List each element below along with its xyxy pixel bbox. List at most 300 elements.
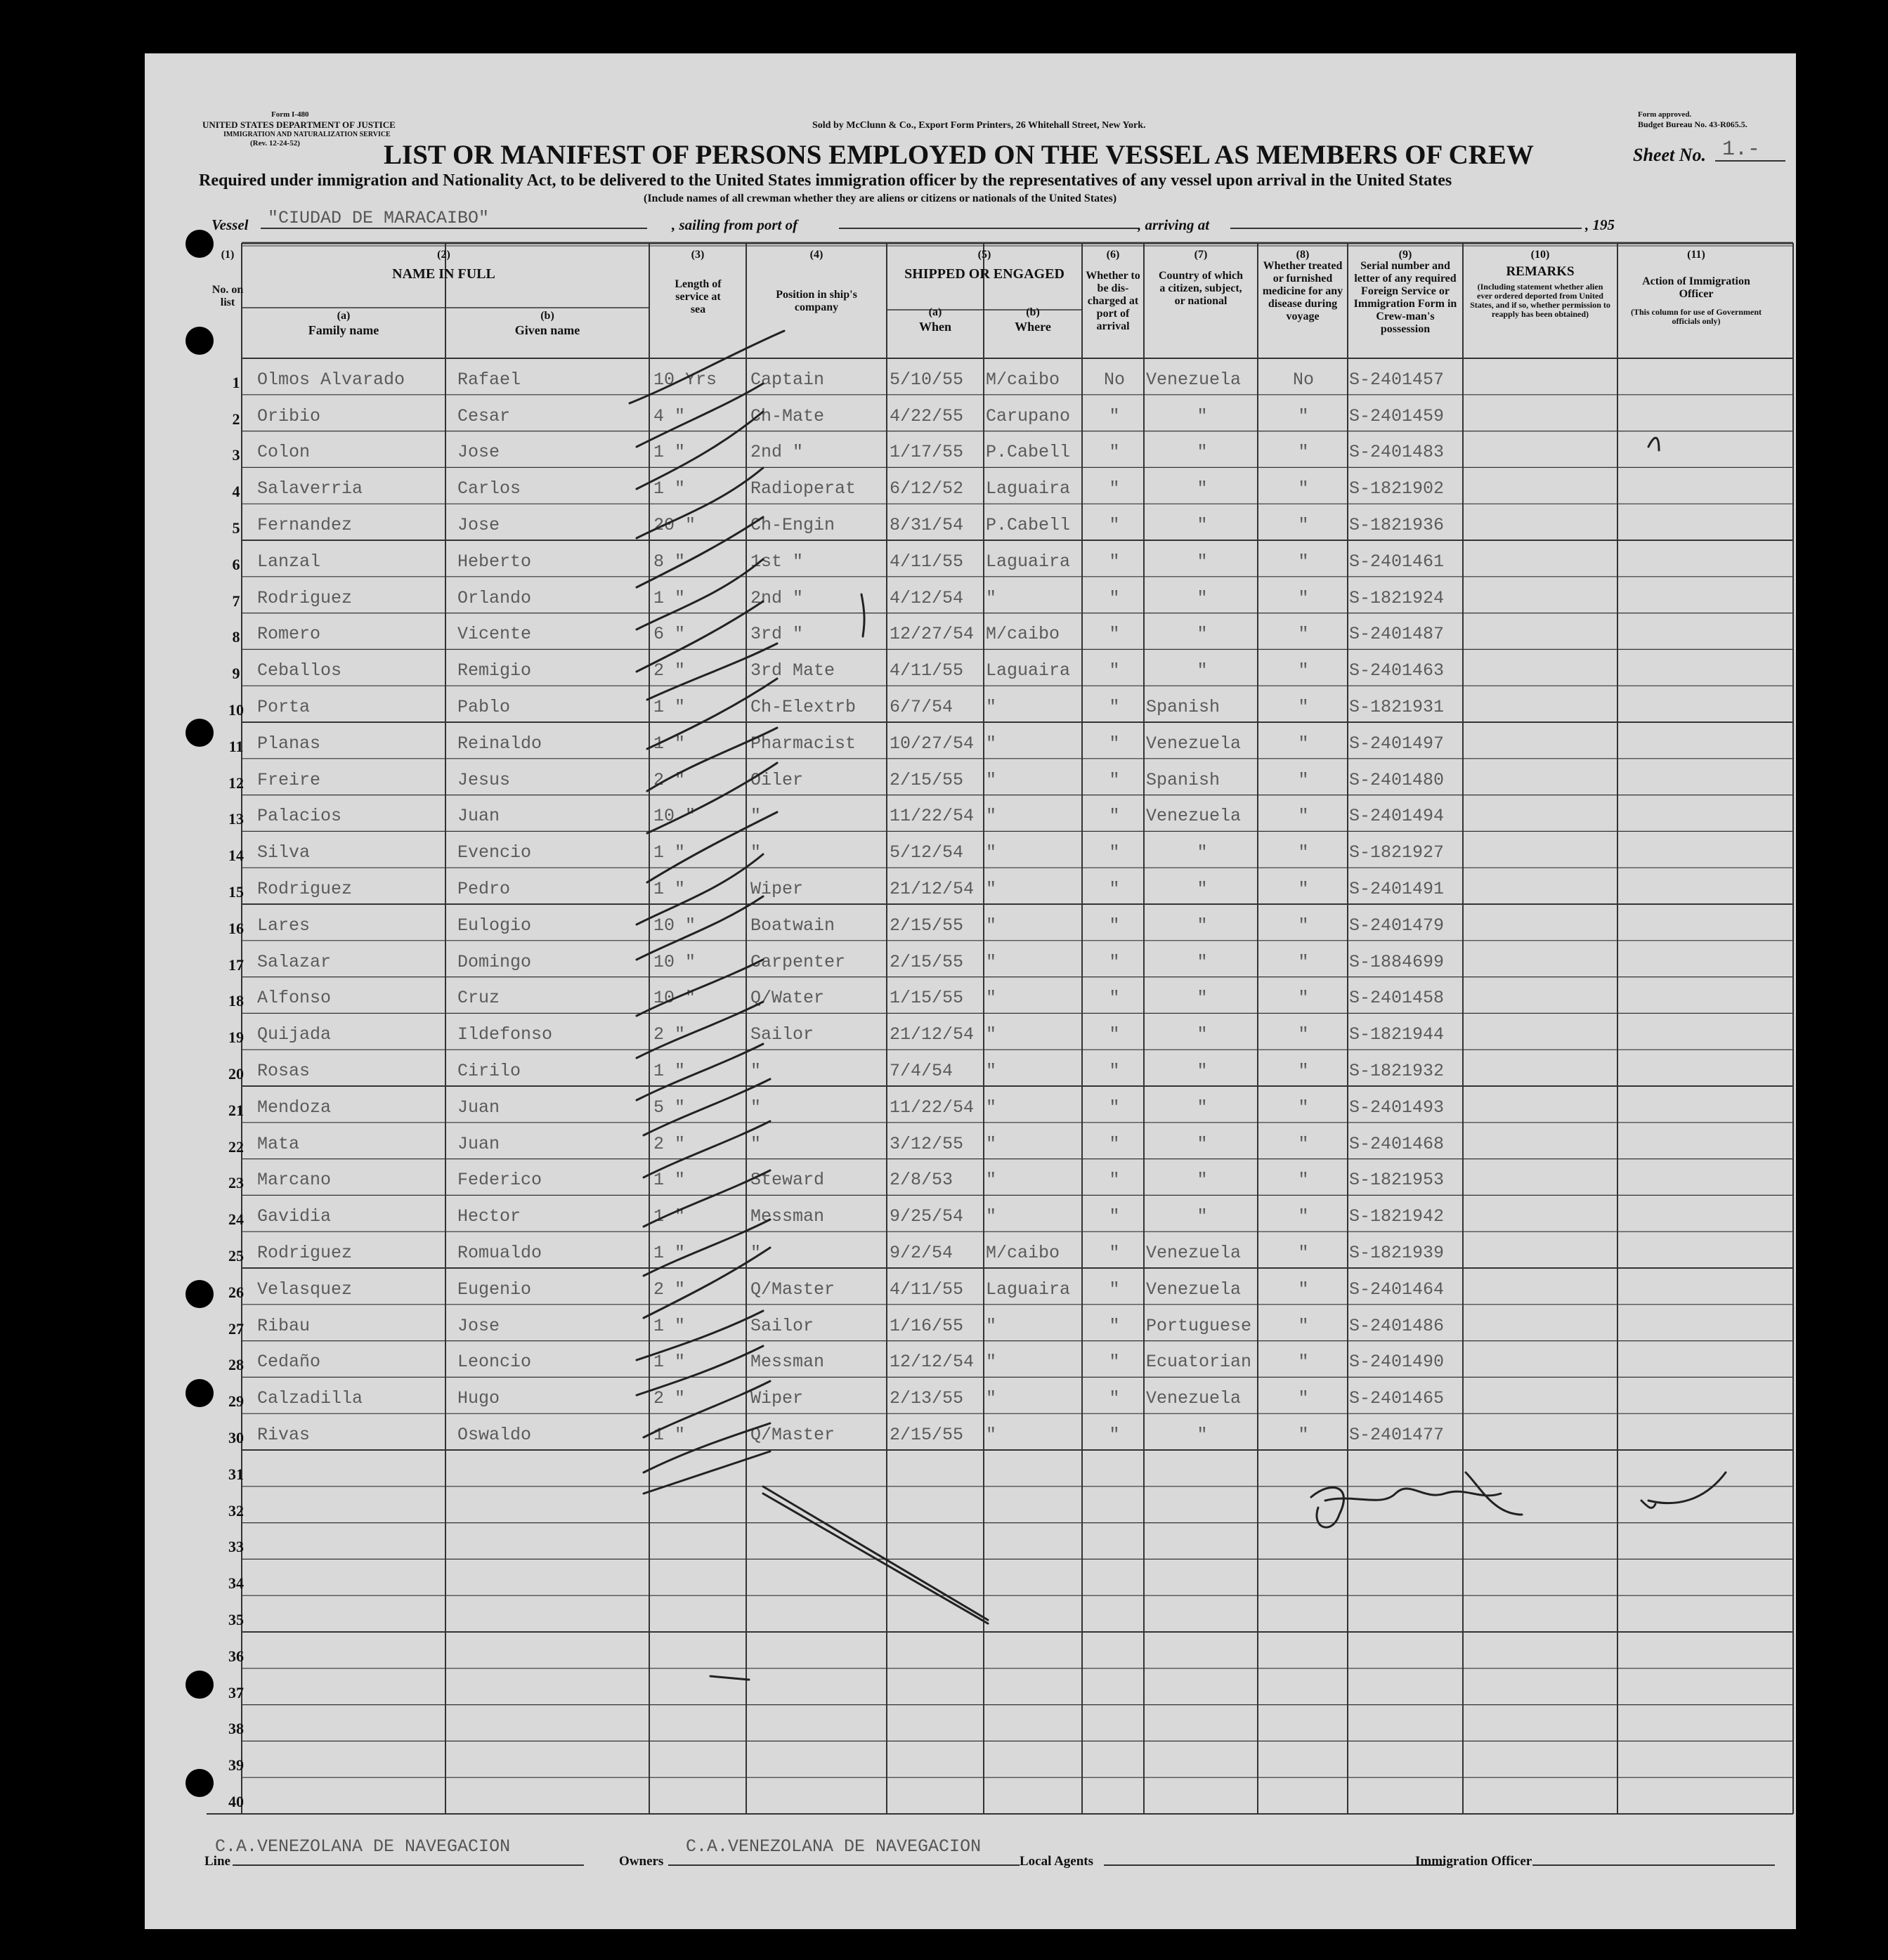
- cell-serial: S-2401493: [1349, 1097, 1445, 1118]
- row-number: 4: [232, 483, 240, 501]
- cell-country: ": [1197, 1425, 1208, 1445]
- cell-position: 3rd Mate: [750, 660, 835, 681]
- cell-medicine: ": [1298, 1170, 1309, 1191]
- cell-position: Oiler: [750, 769, 804, 790]
- cell-country: Venezuela: [1146, 1243, 1242, 1263]
- col2-number: (2): [437, 249, 450, 261]
- cell-family: Porta: [257, 697, 311, 717]
- cell-discharged: No: [1103, 369, 1125, 390]
- cell-serial: S-2401480: [1349, 769, 1445, 790]
- col11-number: (11): [1687, 249, 1705, 261]
- col3-number: (3): [691, 249, 705, 261]
- cell-serial: S-2401461: [1349, 551, 1445, 572]
- row-number: 9: [232, 665, 240, 683]
- cell-medicine: ": [1298, 1024, 1309, 1045]
- cell-family: Marcano: [257, 1170, 332, 1191]
- cell-medicine: ": [1298, 1133, 1309, 1154]
- line-value: C.A.VENEZOLANA DE NAVEGACION: [215, 1836, 511, 1857]
- cell-discharged: ": [1109, 551, 1120, 572]
- cell-where: Laguaira: [986, 551, 1071, 572]
- cell-discharged: ": [1109, 697, 1120, 717]
- cell-where: ": [986, 733, 997, 754]
- cell-length: 2 ": [653, 1388, 686, 1409]
- cell-when: 11/22/54: [890, 1097, 975, 1118]
- cell-family: Gavidia: [257, 1206, 332, 1227]
- cell-length: 2 ": [653, 660, 686, 681]
- cell-given: Rafael: [457, 369, 521, 390]
- cell-country: ": [1197, 915, 1208, 936]
- row-number: 35: [228, 1611, 244, 1628]
- cell-discharged: ": [1109, 587, 1120, 608]
- col5a-number: (a): [928, 306, 942, 318]
- cell-when: 2/15/55: [890, 915, 964, 936]
- cell-when: 12/27/54: [890, 624, 975, 645]
- cell-where: ": [986, 587, 997, 608]
- col5-number: (5): [977, 249, 991, 261]
- cell-position: 3rd ": [750, 624, 804, 645]
- cell-serial: S-2401490: [1349, 1352, 1445, 1373]
- cell-when: 6/12/52: [890, 478, 964, 499]
- cell-family: Fernandez: [257, 515, 353, 535]
- cell-where: ": [986, 1133, 997, 1154]
- cell-when: 9/25/54: [890, 1206, 964, 1227]
- cell-medicine: ": [1298, 879, 1309, 899]
- cell-given: Ildefonso: [457, 1024, 553, 1045]
- cell-serial: S-2401468: [1349, 1133, 1445, 1154]
- cell-when: 2/8/53: [890, 1170, 953, 1191]
- cell-length: 1 ": [653, 842, 686, 863]
- cell-discharged: ": [1109, 1133, 1120, 1154]
- cell-position: Radioperat: [750, 478, 857, 499]
- sheet-number: 1.-: [1722, 138, 1761, 162]
- row-number: 20: [228, 1065, 244, 1083]
- cell-country: Venezuela: [1146, 1279, 1242, 1300]
- col2b-header: Given name: [514, 323, 580, 337]
- cell-length: 2 ": [653, 1024, 686, 1045]
- subtitle-note: (Include names of all crewman whether they are aliens or citizens or nationals of the United States): [644, 192, 1117, 204]
- col4-number: (4): [809, 249, 823, 261]
- cell-length: 6 ": [653, 624, 686, 645]
- cell-given: Cruz: [457, 988, 500, 1009]
- cell-family: Salazar: [257, 951, 332, 972]
- cell-given: Domingo: [457, 951, 532, 972]
- cell-family: Mata: [257, 1133, 300, 1154]
- cell-where: ": [986, 1061, 997, 1081]
- cell-discharged: ": [1109, 1170, 1120, 1191]
- cell-country: ": [1197, 442, 1208, 463]
- cell-family: Rodriguez: [257, 879, 353, 899]
- cell-country: Spanish: [1146, 697, 1220, 717]
- cell-given: Jose: [457, 442, 500, 463]
- cell-discharged: ": [1109, 660, 1120, 681]
- col2b-number: (b): [540, 310, 554, 322]
- cell-discharged: ": [1109, 915, 1120, 936]
- cell-country: ": [1197, 587, 1208, 608]
- cell-length: 10 Yrs: [653, 369, 717, 390]
- cell-length: 1 ": [653, 1425, 686, 1445]
- cell-where: M/caibo: [986, 369, 1060, 390]
- cell-position: Carpenter: [750, 951, 846, 972]
- cell-medicine: ": [1298, 697, 1309, 717]
- cell-given: Jesus: [457, 769, 511, 790]
- form-approval: Form approved.: [1638, 110, 1692, 119]
- cell-serial: S-1821932: [1349, 1061, 1445, 1081]
- cell-length: 10 ": [653, 806, 696, 827]
- cell-given: Juan: [457, 806, 500, 827]
- cell-family: Velasquez: [257, 1279, 353, 1300]
- cell-when: 3/12/55: [890, 1133, 964, 1154]
- cell-family: Ceballos: [257, 660, 342, 681]
- cell-medicine: ": [1298, 915, 1309, 936]
- cell-family: Freire: [257, 769, 321, 790]
- vessel-label: Vessel: [211, 216, 249, 233]
- cell-medicine: ": [1298, 660, 1309, 681]
- col6-header: Whether to be dis-charged at port of arrival: [1086, 270, 1140, 332]
- cell-family: Rivas: [257, 1425, 311, 1445]
- cell-length: 1 ": [653, 1206, 686, 1227]
- cell-medicine: ": [1298, 951, 1309, 972]
- cell-position: Q/Master: [750, 1425, 835, 1445]
- handwritten-marks: [145, 53, 1796, 1929]
- department-name: UNITED STATES DEPARTMENT OF JUSTICE: [202, 119, 396, 130]
- cell-country: ": [1197, 551, 1208, 572]
- cell-medicine: ": [1298, 1352, 1309, 1373]
- cell-country: ": [1197, 988, 1208, 1009]
- cell-where: ": [986, 1425, 997, 1445]
- cell-where: ": [986, 1097, 997, 1118]
- cell-where: ": [986, 879, 997, 899]
- cell-medicine: ": [1298, 1388, 1309, 1409]
- punch-hole: [185, 1280, 214, 1308]
- cell-medicine: ": [1298, 405, 1309, 426]
- cell-family: Mendoza: [257, 1097, 332, 1118]
- cell-where: ": [986, 1315, 997, 1336]
- cell-serial: S-2401497: [1349, 733, 1445, 754]
- row-number: 3: [232, 446, 240, 464]
- row-number: 38: [228, 1720, 244, 1738]
- cell-given: Oswaldo: [457, 1425, 532, 1445]
- cell-family: Rodriguez: [257, 587, 353, 608]
- col6-number: (6): [1106, 249, 1120, 261]
- cell-medicine: ": [1298, 733, 1309, 754]
- cell-country: ": [1197, 1061, 1208, 1081]
- row-number: 33: [228, 1538, 244, 1556]
- cell-given: Jose: [457, 1315, 500, 1336]
- cell-where: M/caibo: [986, 1243, 1060, 1263]
- cell-when: 1/15/55: [890, 988, 964, 1009]
- row-number: 18: [228, 992, 244, 1010]
- row-number: 21: [228, 1101, 244, 1119]
- cell-serial: S-2401483: [1349, 442, 1445, 463]
- cell-length: 1 ": [653, 1352, 686, 1373]
- cell-given: Cesar: [457, 405, 511, 426]
- cell-discharged: ": [1109, 769, 1120, 790]
- cell-when: 4/11/55: [890, 660, 964, 681]
- cell-discharged: ": [1109, 1352, 1120, 1373]
- cell-given: Evencio: [457, 842, 532, 863]
- cell-serial: S-1821944: [1349, 1024, 1445, 1045]
- cell-country: Venezuela: [1146, 369, 1242, 390]
- printer-note: Sold by McClunn & Co., Export Form Printers, 26 Whitehall Street, New York.: [812, 120, 1146, 131]
- col10-number: (10): [1530, 249, 1550, 261]
- local-agents-label: Local Agents: [1020, 1854, 1094, 1869]
- cell-given: Pedro: [457, 879, 511, 899]
- cell-discharged: ": [1109, 624, 1120, 645]
- arriving-label: , arriving at: [1138, 216, 1210, 233]
- cell-where: ": [986, 1024, 997, 1045]
- cell-discharged: ": [1109, 1206, 1120, 1227]
- row-number: 23: [228, 1174, 244, 1192]
- row-number: 25: [228, 1247, 244, 1265]
- cell-where: Laguaira: [986, 478, 1071, 499]
- cell-discharged: ": [1109, 1243, 1120, 1263]
- cell-serial: S-1821953: [1349, 1170, 1445, 1191]
- cell-family: Romero: [257, 624, 321, 645]
- immigration-officer-label: Immigration Officer: [1415, 1854, 1532, 1869]
- row-number: 19: [228, 1028, 244, 1047]
- cell-medicine: ": [1298, 478, 1309, 499]
- col2a-number: (a): [337, 310, 351, 322]
- cell-country: ": [1197, 1206, 1208, 1227]
- cell-serial: S-2401494: [1349, 806, 1445, 827]
- cell-when: 10/27/54: [890, 733, 975, 754]
- cell-position: Messman: [750, 1206, 825, 1227]
- cell-when: 1/16/55: [890, 1315, 964, 1336]
- cell-position: Sailor: [750, 1315, 814, 1336]
- row-number: 27: [228, 1319, 244, 1338]
- cell-when: 5/10/55: [890, 369, 964, 390]
- cell-medicine: ": [1298, 442, 1309, 463]
- row-number: 22: [228, 1137, 244, 1156]
- cell-medicine: ": [1298, 1315, 1309, 1336]
- cell-where: ": [986, 951, 997, 972]
- cell-position: Sailor: [750, 1024, 814, 1045]
- cell-discharged: ": [1109, 879, 1120, 899]
- cell-length: 1 ": [653, 1243, 686, 1263]
- cell-position: Captain: [750, 369, 825, 390]
- cell-serial: S-1821927: [1349, 842, 1445, 863]
- cell-when: 5/12/54: [890, 842, 964, 863]
- cell-family: Colon: [257, 442, 311, 463]
- cell-discharged: ": [1109, 1315, 1120, 1336]
- col9-number: (9): [1398, 249, 1412, 261]
- cell-country: ": [1197, 951, 1208, 972]
- cell-discharged: ": [1109, 515, 1120, 535]
- cell-country: ": [1197, 624, 1208, 645]
- col1-number: (1): [221, 249, 235, 261]
- punch-hole: [185, 1379, 214, 1407]
- cell-medicine: ": [1298, 587, 1309, 608]
- row-number: 29: [228, 1392, 244, 1411]
- cell-position: ": [750, 842, 762, 863]
- cell-where: ": [986, 769, 997, 790]
- cell-medicine: ": [1298, 842, 1309, 863]
- cell-country: ": [1197, 1097, 1208, 1118]
- revision: (Rev. 12-24-52): [250, 139, 300, 148]
- col7-number: (7): [1194, 249, 1208, 261]
- cell-serial: S-2401465: [1349, 1388, 1445, 1409]
- page-title: LIST OR MANIFEST OF PERSONS EMPLOYED ON THE VESSEL AS MEMBERS OF CREW: [384, 140, 1534, 170]
- cell-when: 9/2/54: [890, 1243, 953, 1263]
- col1-header: No. on list: [211, 284, 244, 308]
- row-number: 11: [228, 737, 244, 755]
- row-number: 30: [228, 1429, 244, 1446]
- col7-header: Country of which a citizen, subject, or national: [1158, 270, 1243, 307]
- cell-where: M/caibo: [986, 624, 1060, 645]
- cell-position: Boatwain: [750, 915, 835, 936]
- cell-discharged: ": [1109, 405, 1120, 426]
- cell-length: 10 ": [653, 951, 696, 972]
- col4-header: Position in ship's company: [776, 289, 857, 313]
- cell-family: Lares: [257, 915, 311, 936]
- cell-serial: S-2401491: [1349, 879, 1445, 899]
- cell-length: 1 ": [653, 733, 686, 754]
- row-number: 24: [228, 1210, 244, 1229]
- cell-where: ": [986, 915, 997, 936]
- cell-medicine: ": [1298, 769, 1309, 790]
- line-label: Line: [204, 1854, 230, 1869]
- cell-serial: S-1821931: [1349, 697, 1445, 717]
- cell-serial: S-1821942: [1349, 1206, 1445, 1227]
- cell-length: 5 ": [653, 1097, 686, 1118]
- row-number: 34: [228, 1574, 244, 1593]
- cell-where: ": [986, 1206, 997, 1227]
- cell-when: 2/13/55: [890, 1388, 964, 1409]
- punch-hole: [185, 327, 214, 355]
- cell-country: ": [1197, 1133, 1208, 1154]
- cell-where: ": [986, 842, 997, 863]
- cell-where: Laguaira: [986, 1279, 1071, 1300]
- cell-when: 7/4/54: [890, 1061, 953, 1081]
- cell-where: ": [986, 1352, 997, 1373]
- cell-medicine: ": [1298, 1206, 1309, 1227]
- cell-country: ": [1197, 842, 1208, 863]
- cell-family: Calzadilla: [257, 1388, 363, 1409]
- cell-discharged: ": [1109, 478, 1120, 499]
- cell-family: Cedaño: [257, 1352, 321, 1373]
- cell-medicine: ": [1298, 515, 1309, 535]
- cell-length: 2 ": [653, 1133, 686, 1154]
- cell-where: ": [986, 1170, 997, 1191]
- col10-subheader: (Including statement whether alien ever ordered deported from United States, and if so, whether permission to reapply has been obtained): [1470, 282, 1610, 319]
- cell-given: Heberto: [457, 551, 532, 572]
- cell-family: Planas: [257, 733, 321, 754]
- cell-family: Palacios: [257, 806, 342, 827]
- cell-serial: S-2401459: [1349, 405, 1445, 426]
- cell-family: Olmos Alvarado: [257, 369, 405, 390]
- cell-given: Leoncio: [457, 1352, 532, 1373]
- cell-given: Carlos: [457, 478, 521, 499]
- cell-medicine: ": [1298, 1097, 1309, 1118]
- col2a-header: Family name: [308, 323, 379, 337]
- owners-label: Owners: [619, 1854, 664, 1869]
- cell-family: Silva: [257, 842, 311, 863]
- row-number: 17: [228, 955, 244, 974]
- cell-position: Ch-Elextrb: [750, 697, 857, 717]
- subtitle: Required under immigration and Nationality Act, to be delivered to the United States immigration officer by the representatives of any vessel upon arrival in the United States: [199, 171, 1452, 190]
- cell-family: Lanzal: [257, 551, 321, 572]
- cell-medicine: No: [1292, 369, 1314, 390]
- cell-country: Venezuela: [1146, 806, 1242, 827]
- punch-hole: [185, 230, 214, 258]
- cell-family: Quijada: [257, 1024, 332, 1045]
- owners-value: C.A.VENEZOLANA DE NAVEGACION: [686, 1836, 982, 1857]
- punch-hole: [185, 1769, 214, 1797]
- cell-when: 2/15/55: [890, 769, 964, 790]
- cell-length: 1 ": [653, 1170, 686, 1191]
- cell-position: 2nd ": [750, 442, 804, 463]
- cell-given: Hugo: [457, 1388, 500, 1409]
- row-number: 16: [228, 919, 244, 937]
- cell-given: Reinaldo: [457, 733, 542, 754]
- cell-serial: S-2401486: [1349, 1315, 1445, 1336]
- cell-position: Ch-Engin: [750, 515, 835, 535]
- col2-header: NAME IN FULL: [392, 266, 495, 282]
- cell-serial: S-1821936: [1349, 515, 1445, 535]
- manifest-sheet: [145, 53, 1796, 1929]
- cell-country: ": [1197, 1170, 1208, 1191]
- col8-number: (8): [1296, 249, 1310, 261]
- cell-discharged: ": [1109, 951, 1120, 972]
- cell-given: Juan: [457, 1097, 500, 1118]
- cell-discharged: ": [1109, 806, 1120, 827]
- col3-header: Length of service at sea: [675, 278, 722, 315]
- cell-family: Salaverria: [257, 478, 363, 499]
- cell-family: Alfonso: [257, 988, 332, 1009]
- cell-discharged: ": [1109, 988, 1120, 1009]
- cell-family: Rodriguez: [257, 1243, 353, 1263]
- cell-serial: S-2401464: [1349, 1279, 1445, 1300]
- cell-where: P.Cabell: [986, 442, 1071, 463]
- cell-medicine: ": [1298, 624, 1309, 645]
- cell-given: Eugenio: [457, 1279, 532, 1300]
- cell-discharged: ": [1109, 1061, 1120, 1081]
- cell-length: 2 ": [653, 769, 686, 790]
- vessel-name: "CIUDAD DE MARACAIBO": [268, 208, 490, 228]
- cell-country: Spanish: [1146, 769, 1220, 790]
- cell-discharged: ": [1109, 733, 1120, 754]
- col11-subheader: (This column for use of Government officials only): [1630, 307, 1762, 326]
- cell-family: Ribau: [257, 1315, 311, 1336]
- cell-country: Venezuela: [1146, 1388, 1242, 1409]
- cell-discharged: ": [1109, 1388, 1120, 1409]
- cell-length: 2 ": [653, 1279, 686, 1300]
- year-label: , 195: [1585, 216, 1615, 233]
- cell-position: Q/Water: [750, 988, 825, 1009]
- cell-country: ": [1197, 879, 1208, 899]
- cell-when: 2/15/55: [890, 1425, 964, 1445]
- cell-serial: S-1821924: [1349, 587, 1445, 608]
- cell-country: ": [1197, 660, 1208, 681]
- cell-given: Jose: [457, 515, 500, 535]
- cell-where: ": [986, 1388, 997, 1409]
- cell-length: 8 ": [653, 551, 686, 572]
- row-number: 32: [228, 1501, 244, 1520]
- cell-country: Portuguese: [1146, 1315, 1252, 1336]
- row-number: 15: [228, 883, 244, 901]
- cell-length: 1 ": [653, 1061, 686, 1081]
- cell-length: 4 ": [653, 405, 686, 426]
- cell-given: Hector: [457, 1206, 521, 1227]
- cell-medicine: ": [1298, 1061, 1309, 1081]
- cell-where: Laguaira: [986, 660, 1071, 681]
- cell-where: Carupano: [986, 405, 1071, 426]
- cell-given: Pablo: [457, 697, 511, 717]
- service-name: IMMIGRATION AND NATURALIZATION SERVICE: [223, 131, 391, 138]
- cell-when: 2/15/55: [890, 951, 964, 972]
- col5b-number: (b): [1026, 306, 1040, 318]
- cell-serial: S-2401458: [1349, 988, 1445, 1009]
